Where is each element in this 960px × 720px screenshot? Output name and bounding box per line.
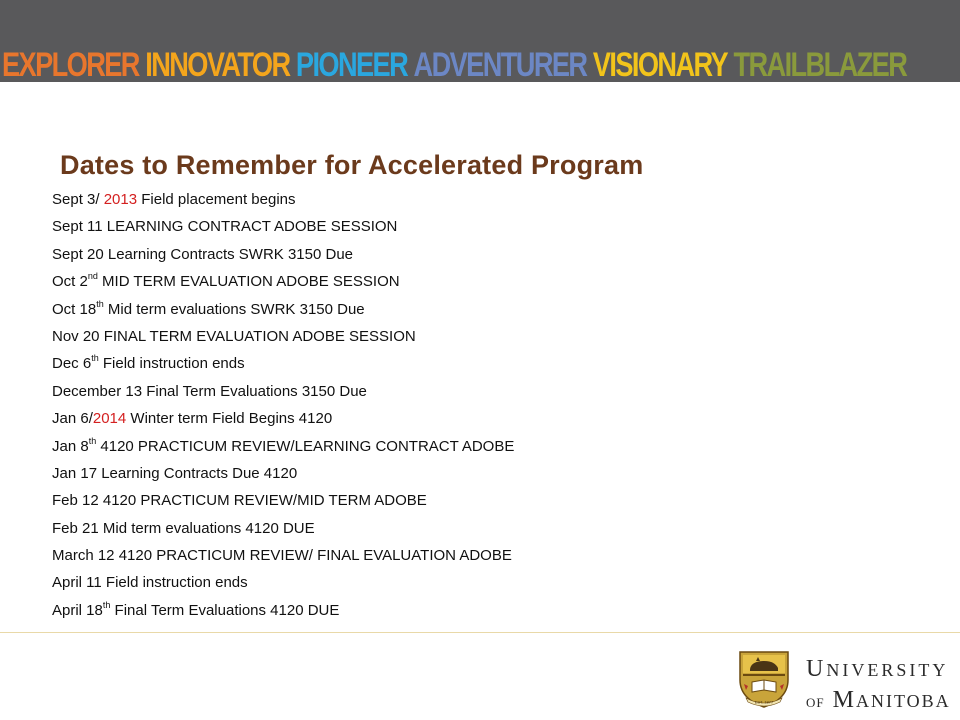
tagline-word: EXPLORER <box>2 46 139 84</box>
date-item-pre: Oct 2 <box>52 273 88 291</box>
date-item-post: Mid term evaluations SWRK 3150 Due <box>103 300 365 318</box>
dates-list <box>52 191 514 629</box>
date-item-pre: Sept 11 LEARNING CONTRACT ADOBE SESSION <box>52 218 398 236</box>
date-item-pre: December 13 Final Term Evaluations 3150 Due <box>52 382 367 400</box>
date-item <box>52 246 514 273</box>
date-item <box>52 273 514 300</box>
date-item-pre: Dec 6 <box>52 355 92 373</box>
date-item <box>52 218 514 245</box>
tagline <box>2 48 913 82</box>
date-item-pre: Sept 3/ <box>52 191 104 208</box>
tagline-word: ADVENTURER <box>413 46 587 84</box>
date-item-sup: nd <box>87 271 98 282</box>
date-item <box>52 599 514 629</box>
date-item-sup: th <box>88 435 97 446</box>
date-item-pre: April 18 <box>52 601 103 619</box>
date-item-post: Field placement begins <box>137 191 296 208</box>
date-item <box>52 298 514 328</box>
date-item-pre: April 11 Field instruction ends <box>52 574 248 592</box>
date-item-pre: Feb 12 4120 PRACTICUM REVIEW/MID TERM ADOBE <box>52 492 427 510</box>
date-item-pre: Jan 6/ <box>52 410 93 428</box>
page-title: Dates to Remember for Accelerated Program <box>60 150 644 180</box>
date-item <box>52 574 514 601</box>
date-item-post: Final Term Evaluations 4120 DUE <box>110 601 340 619</box>
date-item <box>52 410 514 437</box>
date-item-red: 2014 <box>92 410 127 428</box>
date-item-pre: Jan 8 <box>52 437 89 455</box>
date-item-pre: Jan 17 Learning Contracts Due 4120 <box>52 464 298 482</box>
date-item <box>52 520 514 547</box>
date-item-pre: Sept 20 Learning Contracts SWRK 3150 Due <box>52 245 354 263</box>
date-item <box>52 355 514 382</box>
date-item <box>52 435 515 465</box>
date-item <box>52 547 514 574</box>
tagline-word: PIONEER <box>295 46 408 84</box>
tagline-word: TRAILBLAZER <box>733 46 907 84</box>
date-item-post: 4120 PRACTICUM REVIEW/LEARNING CONTRACT ADOBE <box>96 437 515 455</box>
university-crest-icon <box>738 650 790 708</box>
date-item-post: MID TERM EVALUATION ADOBE SESSION <box>97 273 400 291</box>
date-item-sup: th <box>91 353 99 364</box>
date-item-pre: Oct 18 <box>52 300 97 318</box>
date-item-sup: th <box>96 298 104 309</box>
tagline-word: VISIONARY <box>592 46 728 84</box>
date-item-sup: th <box>102 599 111 610</box>
date-item-post: Winter term Field Begins 4120 <box>126 410 333 428</box>
date-item <box>52 383 514 410</box>
crest-text: EST. 1877 <box>754 699 774 705</box>
date-item-pre: March 12 4120 PRACTICUM REVIEW/ FINAL EVALUATION ADOBE <box>52 547 512 565</box>
date-item-post: Field instruction ends <box>98 355 245 373</box>
date-item-red: 2013 <box>103 191 138 208</box>
university-logo: UNIVERSITY OF MANITOBA <box>806 656 951 713</box>
date-item <box>52 465 514 492</box>
footer-divider <box>0 632 960 633</box>
date-item <box>52 191 514 218</box>
date-item <box>52 492 514 519</box>
date-item-pre: Feb 21 Mid term evaluations 4120 DUE <box>52 519 315 537</box>
date-item <box>52 328 514 355</box>
tagline-word: INNOVATOR <box>145 46 290 84</box>
header-banner <box>0 0 960 82</box>
date-item-pre: Nov 20 FINAL TERM EVALUATION ADOBE SESSION <box>52 327 416 345</box>
